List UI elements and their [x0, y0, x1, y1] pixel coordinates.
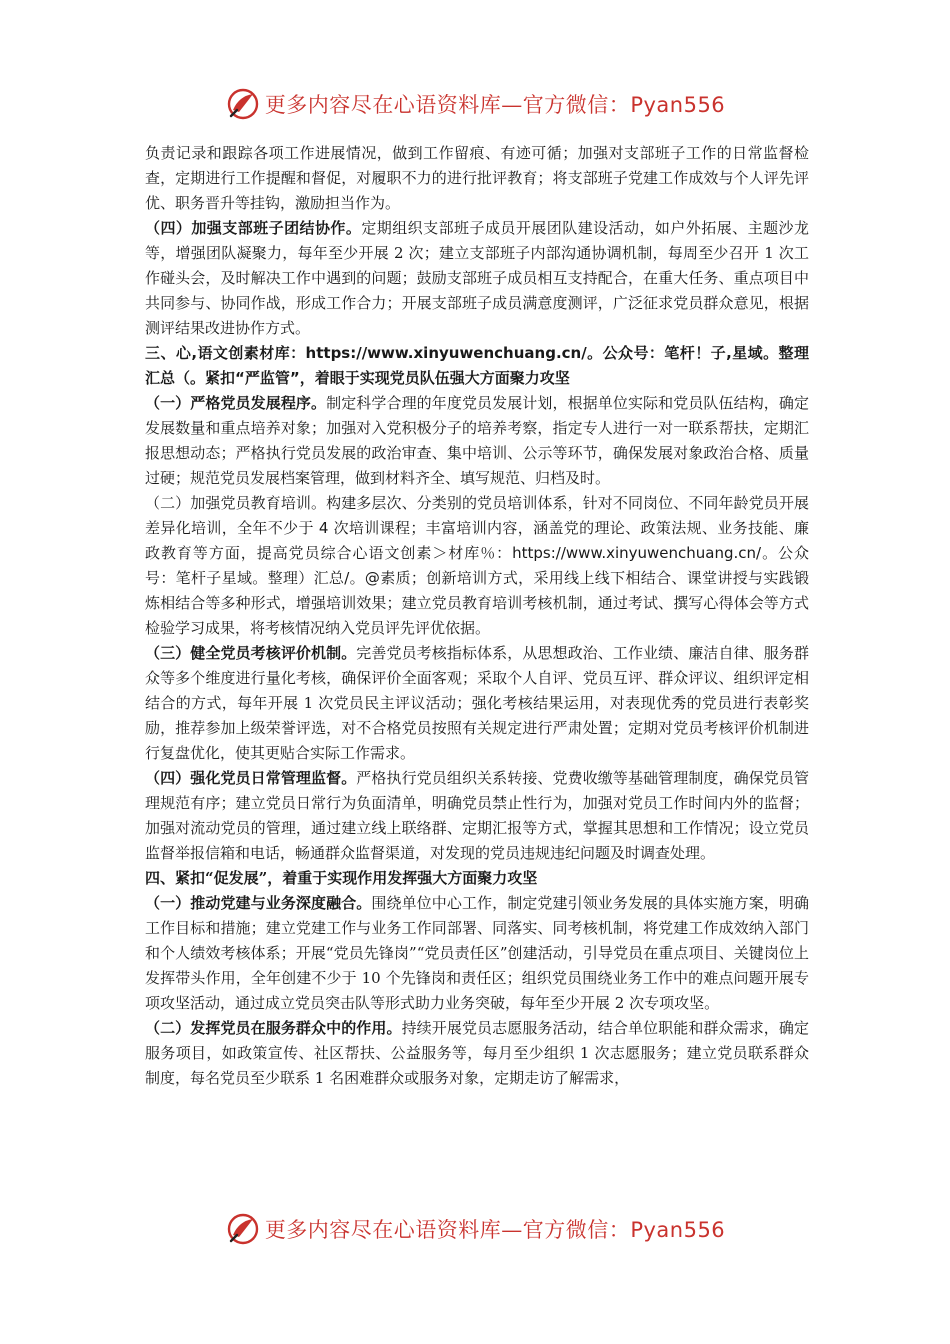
banner-wechat-id: Pyan556: [630, 1218, 726, 1242]
paragraph: （二）发挥党员在服务群众中的作用。持续开展党员志愿服务活动，结合单位职能和群众需求，确定服务项目，如政策宣传、社区帮扶、公益服务等，每月至少组织 1 次志愿服务；建立党员联系群众制度，每名党员至少联系 1 名困难群众或服务对象，定期走访了解需求，: [145, 1019, 809, 1087]
paragraph: （一）严格党员发展程序。制定科学合理的年度党员发展计划，根据单位实际和党员队伍结构，确定发展数量和重点培养对象；加强对入党积极分子的培养考察，指定专人进行一对一联系帮扶，定期汇报思想动态；严格执行党员发展的政治审查、集中培训、公示等环节，确保发展对象政治合格、质量过硬；规范党员发展档案管理，做到材料齐全、填写规范、归档及时。: [145, 394, 809, 487]
banner-text: 更多内容尽在心语资料库—官方微信：Pyan556: [264, 1218, 726, 1242]
paragraph: 负责记录和跟踪各项工作进展情况，做到工作留痕、有迹可循；加强对支部班子工作的日常监督检查，定期进行工作提醒和督促，对履职不力的进行批评教育；将支部班子党建工作成效与个人评先评优、职务晋升等挂钩，激励担当作为。: [145, 144, 809, 212]
banner-text: 更多内容尽在心语资料库—官方微信：Pyan556: [264, 93, 726, 117]
paragraph: （四）强化党员日常管理监督。严格执行党员组织关系转接、党费收缴等基础管理制度，确保党员管理规范有序；建立党员日常行为负面清单，明确党员禁止性行为，加强对党员工作时间内外的监督；加强对流动党员的管理，通过建立线上联络群、定期汇报等方式，掌握其思想和工作情况；设立党员监督举报信箱和电话，畅通群众监督渠道，对发现的党员违规违纪问题及时调查处理。: [145, 769, 809, 862]
footer-banner: [0, 1207, 950, 1251]
paragraph: （三）健全党员考核评价机制。完善党员考核指标体系，从思想政治、工作业绩、廉洁自律、服务群众等多个维度进行量化考核，确保评价全面客观；采取个人自评、党员互评、群众评议、组织评定相结合的方式，每年开展 1 次党员民主评议活动；强化考核结果运用，对表现优秀的党员进行表彰奖励，推荐参加上级荣誉评选，对不合格党员按照有关规定进行严肃处置；定期对党员考核评价机制进行复盘优化，使其更贴合实际工作需求。: [145, 644, 809, 762]
brush-logo-icon: [225, 1211, 261, 1247]
paragraph: （四）加强支部班子团结协作。定期组织支部班子成员开展团队建设活动，如户外拓展、主题沙龙等，增强团队凝聚力，每年至少开展 2 次；建立支部班子内部沟通协调机制，每周至少召开 1 次工作碰头会，及时解决工作中遇到的问题；鼓励支部班子成员相互支持配合，在重大任务、重点项目中共同参与、协同作战，形成工作合力；开展支部班子成员满意度测评，广泛征求党员群众意见，根据测评结果改进协作方式。: [145, 219, 809, 337]
brush-logo-icon: [225, 86, 261, 122]
paragraph: （一）推动党建与业务深度融合。围绕单位中心工作，制定党建引领业务发展的具体实施方案，明确工作目标和措施；建立党建工作与业务工作同部署、同落实、同考核机制，将党建工作成效纳入部门和个人绩效考核体系；开展“党员先锋岗”“党员责任区”创建活动，引导党员在重点项目、关键岗位上发挥带头作用，全年创建不少于 10 个先锋岗和责任区；组织党员围绕业务工作中的难点问题开展专项攻坚活动，通过成立党员突击队等形式助力业务突破，每年至少开展 2 次专项攻坚。: [145, 894, 809, 1012]
paragraph: （二）加强党员教育培训。构建多层次、分类别的党员培训体系，针对不同岗位、不同年龄党员开展差异化培训，全年不少于 4 次培训课程；丰富培训内容，涵盖党的理论、政策法规、业务技能、廉政教育等方面，提高党员综合心语文创素＞材库％：https://www.xinyuwenchuang.cn/。公众号：笔杆子星域。整理）汇总/。@素质；创新培训方式，采用线上线下相结合、课堂讲授与实践锻炼相结合等多种形式，增强培训效果；建立党员教育培训考核机制，通过考试、撰写心得体会等方式检验学习成果，将考核情况纳入党员评先评优依据。: [145, 494, 809, 637]
section-heading: 四、紧扣“促发展”，着重于实现作用发挥强大方面聚力攻坚: [145, 869, 538, 887]
section-heading: 三、心,语文创素材库：https://www.xinyuwenchuang.cn/。公众号：笔杆！子,星域。整理汇总（。紧扣“严监管”，着眼于实现党员队伍强大方面聚力攻坚: [145, 344, 809, 387]
header-banner: [0, 82, 950, 126]
document-body: [145, 141, 809, 1091]
banner-wechat-id: Pyan556: [630, 93, 726, 117]
